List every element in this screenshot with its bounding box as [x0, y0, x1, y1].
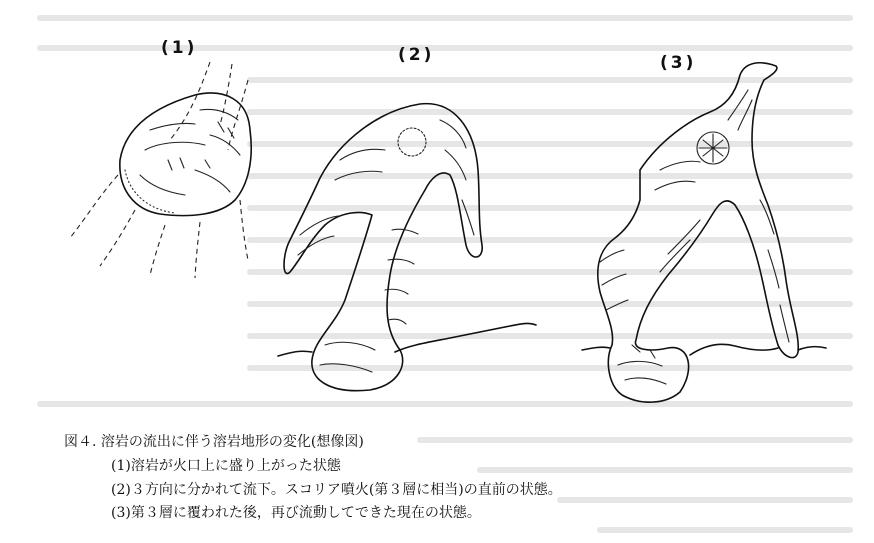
- panel-2-label: (2): [398, 45, 435, 65]
- caption-item-1: (1)溶岩が火口上に盛り上がった状態: [111, 458, 341, 474]
- figure-caption-title: 図４. 溶岩の流出に伴う溶岩地形の変化(想像図): [64, 434, 364, 450]
- panel-1-label: (1): [161, 38, 198, 58]
- caption-item-2: (2)３方向に分かれて流下。スコリア噴火(第３層に相当)の直前の状態。: [111, 482, 562, 498]
- caption-item-3: (3)第３層に覆われた後，再び流動してできた現在の状態。: [111, 505, 481, 521]
- panel-3-label: (3): [660, 53, 697, 73]
